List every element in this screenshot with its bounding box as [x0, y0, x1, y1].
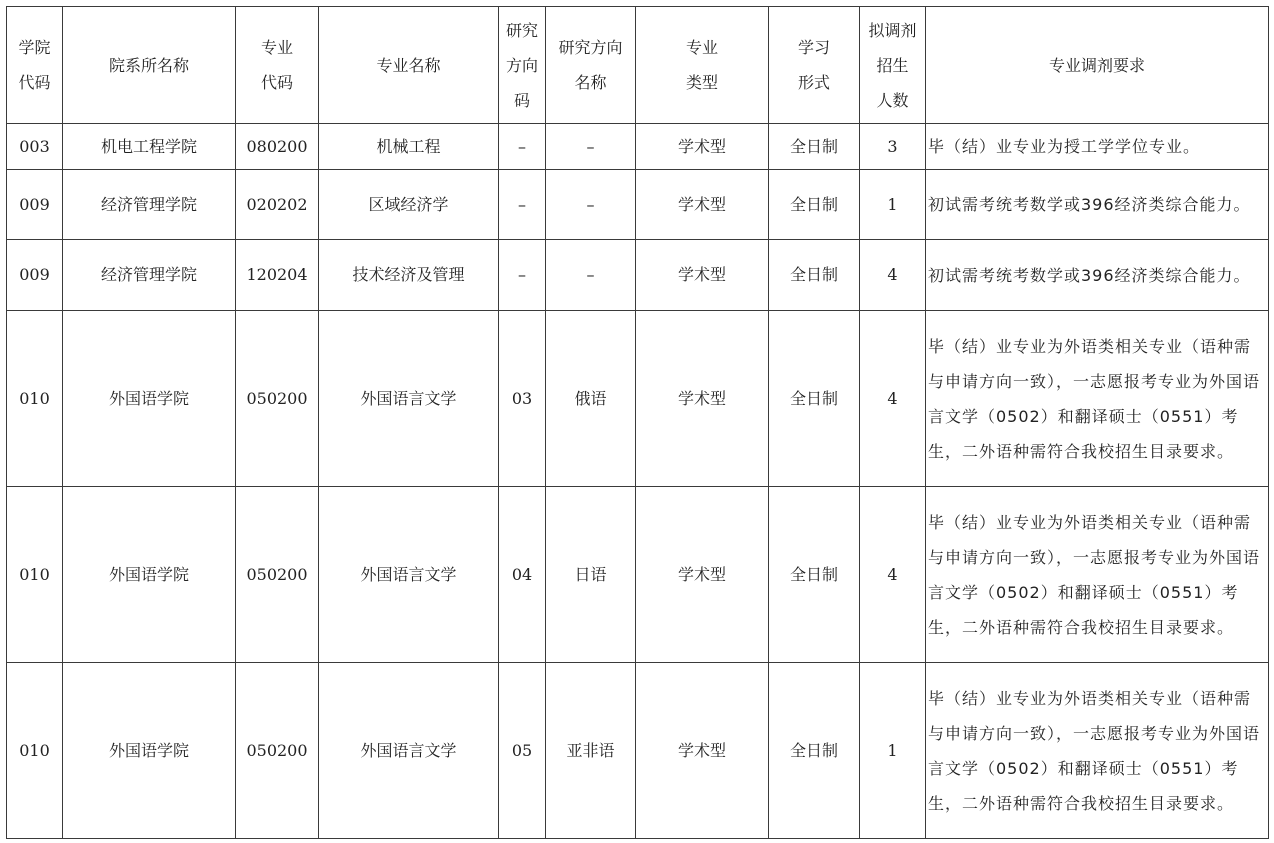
study-mode-cell: 全日制 [769, 124, 860, 170]
major-name-cell: 机械工程 [319, 124, 499, 170]
major-code-cell: 080200 [236, 124, 319, 170]
college-name-cell: 经济管理学院 [63, 240, 236, 311]
major-name-cell: 外国语言文学 [319, 663, 499, 839]
major-code-cell: 050200 [236, 487, 319, 663]
header-row [7, 7, 1269, 124]
study-mode-cell: 全日制 [769, 663, 860, 839]
major-name-cell: 外国语言文学 [319, 487, 499, 663]
adjustment-table [6, 6, 1269, 839]
header-major-code [236, 7, 319, 124]
header-line: 形式 [797, 73, 830, 92]
direction-name-cell: 亚非语 [546, 663, 636, 839]
header-line: 研究 [505, 20, 538, 40]
study-mode-cell: 全日制 [769, 311, 860, 487]
direction-code-cell: 04 [499, 487, 546, 663]
header-line: 方向 [505, 55, 538, 75]
header-line: 代码 [260, 73, 293, 92]
college-code-cell: 009 [7, 240, 63, 311]
major-type-cell: 学术型 [636, 170, 769, 240]
header-college-code [7, 7, 63, 124]
table-row [7, 124, 1269, 170]
study-mode-cell: 全日制 [769, 170, 860, 240]
major-type-cell: 学术型 [636, 311, 769, 487]
quota-cell: 4 [860, 311, 926, 487]
major-name-cell: 技术经济及管理 [319, 240, 499, 311]
college-code-cell: 010 [7, 311, 63, 487]
major-code-cell: 020202 [236, 170, 319, 240]
direction-name-cell: 日语 [546, 487, 636, 663]
header-study-mode [769, 7, 860, 124]
header-line: 名称 [574, 73, 607, 92]
direction-name-cell: – [546, 240, 636, 311]
major-code-cell: 050200 [236, 663, 319, 839]
quota-cell: 4 [860, 240, 926, 311]
major-type-cell: 学术型 [636, 487, 769, 663]
direction-code-cell: 05 [499, 663, 546, 839]
header-direction-code [499, 7, 546, 124]
study-mode-cell: 全日制 [769, 487, 860, 663]
header-line: 类型 [685, 73, 718, 92]
header-college-name [63, 7, 236, 124]
table-row [7, 663, 1269, 839]
direction-code-cell: 03 [499, 311, 546, 487]
requirement-cell: 毕（结）业专业为外语类相关专业（语种需与申请方向一致），一志愿报考专业为外国语言文学（0502）和翻译硕士（0551）考生，二外语种需符合我校招生目录要求。 [926, 487, 1269, 663]
college-code-cell: 010 [7, 663, 63, 839]
table-row [7, 311, 1269, 487]
header-major-name [319, 7, 499, 124]
quota-cell: 1 [860, 170, 926, 240]
quota-cell: 4 [860, 487, 926, 663]
header-line: 学院 [18, 38, 51, 57]
study-mode-cell: 全日制 [769, 240, 860, 311]
header-major-type [636, 7, 769, 124]
requirement-cell: 毕（结）业专业为授工学学位专业。 [926, 124, 1269, 170]
header-line: 人数 [876, 90, 909, 110]
header-line: 拟调剂 [868, 20, 917, 40]
college-code-cell: 009 [7, 170, 63, 240]
header-requirement [926, 7, 1269, 124]
college-code-cell: 003 [7, 124, 63, 170]
header-quota [860, 7, 926, 124]
direction-code-cell: – [499, 240, 546, 311]
requirement-cell: 毕（结）业专业为外语类相关专业（语种需与申请方向一致），一志愿报考专业为外国语言文学（0502）和翻译硕士（0551）考生，二外语种需符合我校招生目录要求。 [926, 663, 1269, 839]
college-name-cell: 机电工程学院 [63, 124, 236, 170]
college-name-cell: 外国语学院 [63, 487, 236, 663]
table-row [7, 240, 1269, 311]
header-line: 学习 [797, 38, 830, 57]
direction-code-cell: – [499, 124, 546, 170]
header-line: 专业 [260, 38, 293, 57]
college-code-cell: 010 [7, 487, 63, 663]
major-name-cell: 外国语言文学 [319, 311, 499, 487]
requirement-cell: 初试需考统考数学或396经济类综合能力。 [926, 170, 1269, 240]
table-row [7, 487, 1269, 663]
table-row [7, 170, 1269, 240]
college-name-cell: 经济管理学院 [63, 170, 236, 240]
header-line: 专业调剂要求 [1048, 55, 1145, 75]
header-line: 专业名称 [376, 55, 441, 75]
requirement-cell: 初试需考统考数学或396经济类综合能力。 [926, 240, 1269, 311]
header-line: 招生 [876, 55, 909, 75]
quota-cell: 3 [860, 124, 926, 170]
header-line: 院系所名称 [108, 55, 189, 75]
direction-name-cell: – [546, 170, 636, 240]
header-line: 研究方向 [558, 38, 623, 57]
college-name-cell: 外国语学院 [63, 311, 236, 487]
major-name-cell: 区域经济学 [319, 170, 499, 240]
direction-code-cell: – [499, 170, 546, 240]
direction-name-cell: 俄语 [546, 311, 636, 487]
major-type-cell: 学术型 [636, 240, 769, 311]
header-line: 专业 [685, 38, 718, 57]
header-line: 代码 [18, 73, 51, 92]
header-direction-name [546, 7, 636, 124]
direction-name-cell: – [546, 124, 636, 170]
major-type-cell: 学术型 [636, 124, 769, 170]
header-line: 码 [513, 90, 530, 110]
quota-cell: 1 [860, 663, 926, 839]
major-code-cell: 050200 [236, 311, 319, 487]
major-type-cell: 学术型 [636, 663, 769, 839]
major-code-cell: 120204 [236, 240, 319, 311]
college-name-cell: 外国语学院 [63, 663, 236, 839]
requirement-cell: 毕（结）业专业为外语类相关专业（语种需与申请方向一致），一志愿报考专业为外国语言文学（0502）和翻译硕士（0551）考生，二外语种需符合我校招生目录要求。 [926, 311, 1269, 487]
